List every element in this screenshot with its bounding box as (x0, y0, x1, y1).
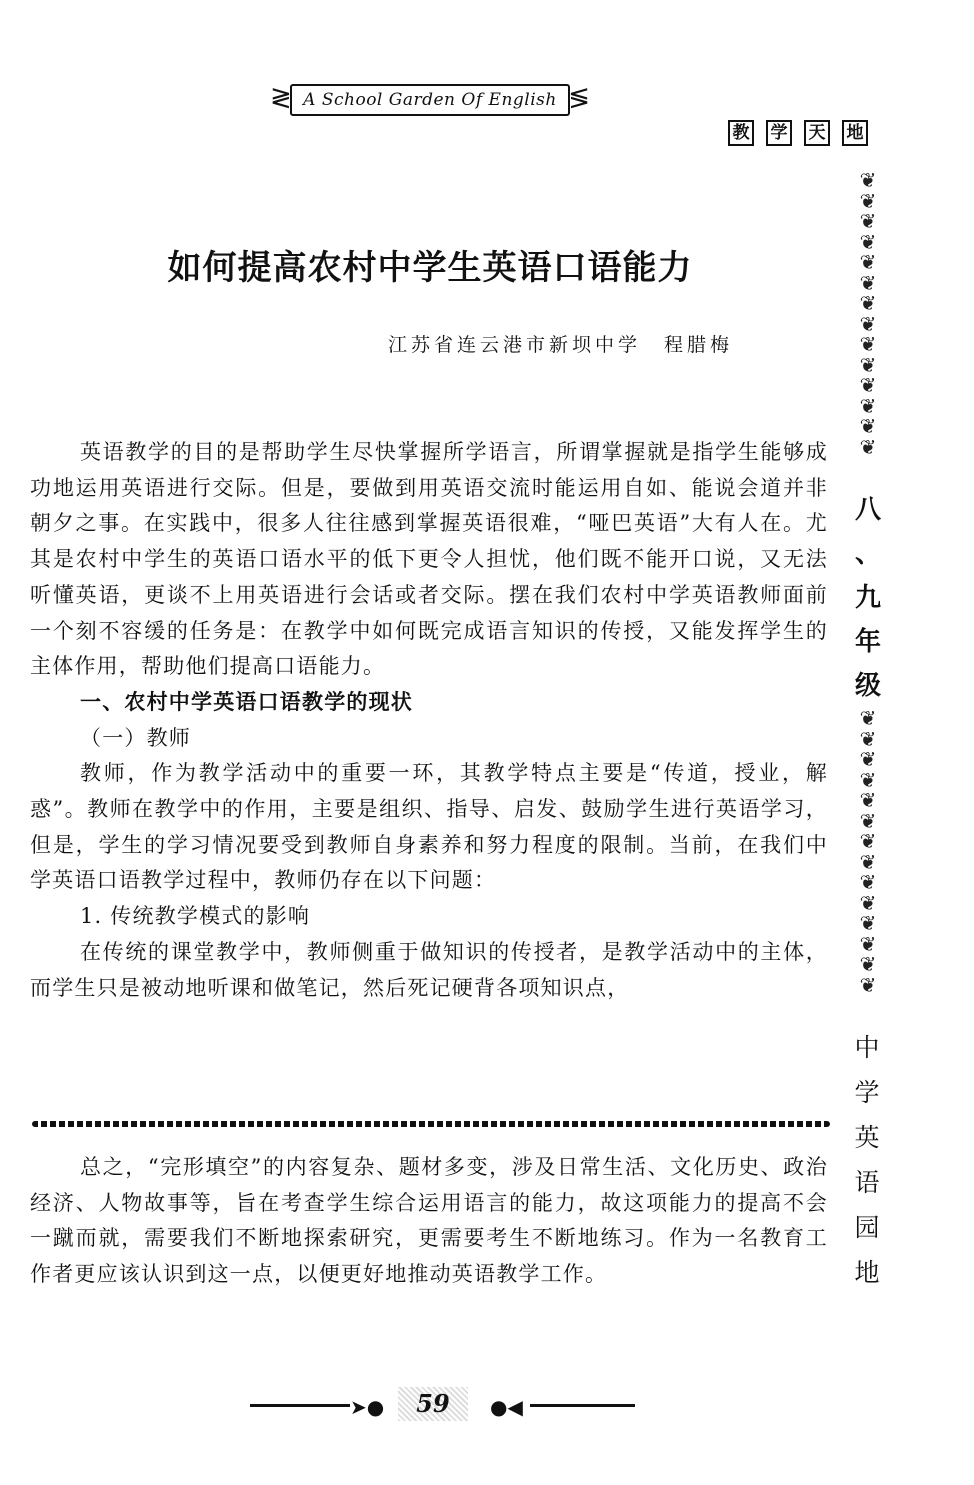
article-author: 江苏省连云港市新坝中学 程腊梅 (388, 334, 734, 356)
page-footer (250, 1385, 635, 1425)
magazine-label-char: 园 (854, 1213, 880, 1242)
magazine-label-char: 中 (854, 1033, 880, 1062)
footer-line-left (250, 1404, 350, 1407)
vine-ornament-top: ❦ ❦ ❦ ❦ ❦ ❦ ❦ ❦ ❦ ❦ ❦ ❦ ❦ ❦ (859, 168, 877, 459)
article-body (30, 435, 828, 1006)
footer-line-right (530, 1404, 635, 1407)
magazine-label-char: 英 (854, 1123, 880, 1152)
section-tag-char: 教 (728, 120, 754, 146)
prev-article-body (30, 1150, 828, 1293)
zigzag-ornament-left: ≷ (270, 83, 292, 113)
grade-label (848, 488, 888, 708)
article-title: 如何提高农村中学生英语口语能力 (167, 248, 693, 288)
grade-label-char: 九 (854, 583, 881, 613)
intro-paragraph: 英语教学的目的是帮助学生尽快掌握所学语言，所谓掌握就是指学生能够成功地运用英语进行交际。但是，要做到用英语交流时能运用自如、能说会道并非朝夕之事。在实践中，很多人往往感到掌握英语很难，“哑巴英语”大有人在。尤其是农村中学生的英语口语水平的低下更令人担忧，他们既不能开口说，又无法听懂英语，更谈不上用英语进行会话或者交际。摆在我们农村中学英语教师面前一个刻不容缓的任务是：在教学中如何既完成语言知识的传授，又能发挥学生的主体作用，帮助他们提高口语能力。 (30, 440, 828, 679)
grade-label-char: 级 (854, 671, 881, 701)
grade-label-char: 八 (854, 495, 881, 525)
magazine-label-char: 语 (854, 1168, 880, 1197)
section-heading: 一、农村中学英语口语教学的现状 (80, 689, 413, 714)
magazine-label-char: 地 (854, 1258, 880, 1287)
page-number: 59 (398, 1387, 468, 1421)
subsubsection-heading: 1. 传统教学模式的影响 (80, 904, 311, 929)
section-tag-char: 地 (842, 120, 868, 146)
subsection-heading: （一）教师 (80, 725, 191, 750)
body-paragraph: 教师，作为教学活动中的重要一环，其教学特点主要是“传道，授业，解惑”。教师在教学中的作用，主要是组织、指导、启发、鼓励学生进行英语学习，但是，学生的学习情况要受到教师自身素养和努力程度的限制。当前，在我们中学英语口语教学过程中，教师仍存在以下问题： (30, 761, 828, 893)
arrow-right-icon: ➤● (350, 1395, 385, 1419)
grade-label-char: 年 (854, 627, 881, 657)
banner-text: A School Garden Of English (290, 84, 570, 116)
section-tag-char: 天 (804, 120, 830, 146)
header-banner (270, 78, 590, 120)
arrow-left-icon: ●◀ (490, 1395, 523, 1419)
body-paragraph: 在传统的课堂教学中，教师侧重于做知识的传授者，是教学活动中的主体，而学生只是被动地听课和做笔记，然后死记硬背各项知识点， (30, 939, 828, 1000)
zigzag-ornament-right: ≶ (568, 83, 590, 113)
section-tag-char: 学 (766, 120, 792, 146)
grade-label-char: 、 (854, 539, 881, 569)
vine-ornament-bottom: ❦ ❦ ❦ ❦ ❦ ❦ ❦ ❦ ❦ ❦ ❦ ❦ ❦ ❦ (859, 706, 877, 997)
conclusion-paragraph: 总之，“完形填空”的内容复杂、题材多变，涉及日常生活、文化历史、政治经济、人物故事等，旨在考查学生综合运用语言的能力，故这项能力的提高不会一蹴而就，需要我们不断地探索研究，更需要考生不断地练习。作为一名教育工作者更应该认识到这一点，以便更好地推动英语教学工作。 (30, 1155, 828, 1287)
magazine-label-char: 学 (854, 1078, 880, 1107)
wavy-divider (32, 1121, 830, 1127)
section-tag (728, 120, 868, 146)
magazine-label (846, 1025, 888, 1295)
